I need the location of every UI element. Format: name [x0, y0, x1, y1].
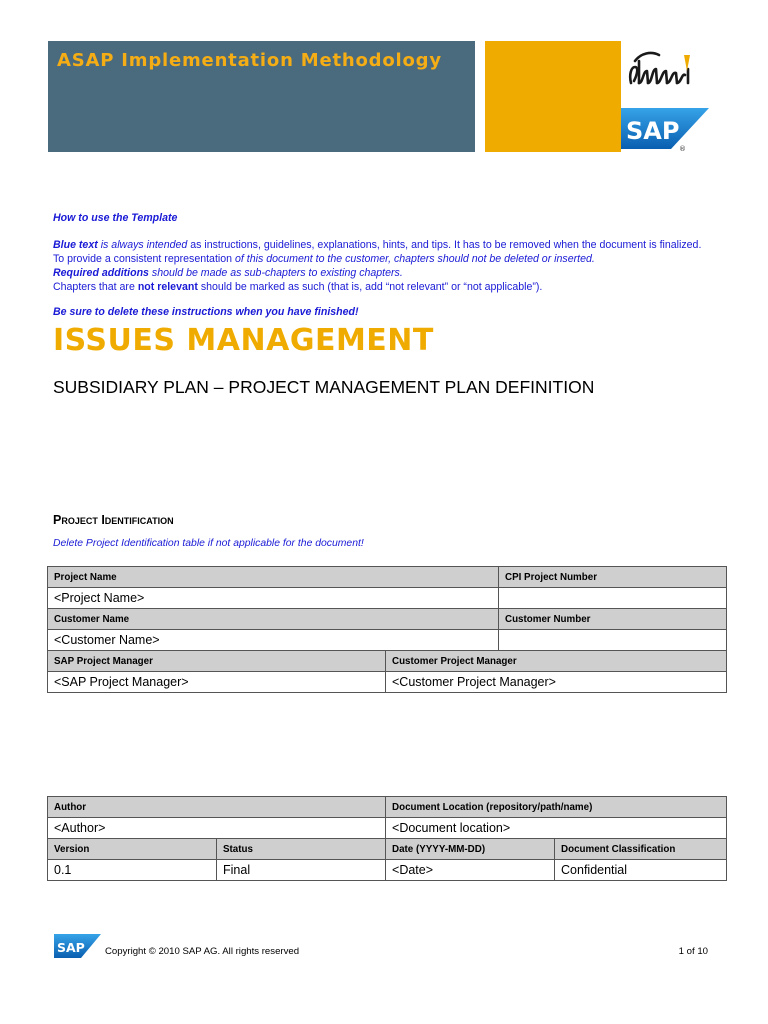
date-value[interactable]: <Date> [386, 860, 555, 881]
svg-text:®: ® [679, 145, 686, 152]
author-label: Author [48, 797, 386, 818]
document-title: ISSUES MANAGEMENT [53, 323, 434, 358]
project-name-label: Project Name [48, 567, 499, 588]
document-info-table [47, 796, 727, 881]
document-location-value[interactable]: <Document location> [386, 818, 727, 839]
date-label: Date (YYYY-MM-DD) [386, 839, 555, 860]
customer-number-value[interactable] [499, 630, 727, 651]
status-label: Status [217, 839, 386, 860]
cpi-project-number-value[interactable] [499, 588, 727, 609]
sap-project-manager-value[interactable]: <SAP Project Manager> [48, 672, 386, 693]
customer-project-manager-label: Customer Project Manager [386, 651, 727, 672]
instr-fragment: should be made as sub-chapters to existing chapters. [151, 267, 403, 279]
cpi-project-number-label: CPI Project Number [499, 567, 727, 588]
signature-logo-icon [621, 41, 710, 101]
project-identification-table [47, 566, 727, 693]
customer-project-manager-value[interactable]: <Customer Project Manager> [386, 672, 727, 693]
instr-fragment: as instructions, guidelines, explanations, hints, and tips. It has to be removed when the document is finalized. To provide a consistent representation [53, 239, 702, 265]
project-identification-note: Delete Project Identification table if not applicable for the document! [53, 538, 364, 549]
document-location-label: Document Location (repository/path/name) [386, 797, 727, 818]
instr-fragment: is always intended [100, 239, 188, 251]
instr-fragment: of this document to the customer, chapters should not be deleted or inserted. [234, 253, 595, 265]
project-name-value[interactable]: <Project Name> [48, 588, 499, 609]
version-value[interactable]: 0.1 [48, 860, 217, 881]
not-relevant-label: not relevant [137, 281, 198, 293]
copyright-text: Copyright © 2010 SAP AG. All rights reserved [105, 946, 300, 957]
author-value[interactable]: <Author> [48, 818, 386, 839]
sap-logo-icon [621, 101, 710, 152]
how-to-heading: How to use the Template [53, 212, 178, 224]
document-classification-label: Document Classification [555, 839, 727, 860]
delete-instructions-note: Be sure to delete these instructions when you have finished! [53, 306, 359, 318]
instr-fragment: should be marked as such (that is, add “not relevant” or “not applicable”). [200, 281, 543, 293]
header-logo-area [621, 41, 710, 152]
header-gold-block [485, 41, 621, 152]
required-additions-label: Required additions [53, 267, 149, 279]
document-classification-value[interactable]: Confidential [555, 860, 727, 881]
svg-text:SAP: SAP [626, 117, 680, 145]
customer-number-label: Customer Number [499, 609, 727, 630]
banner-title: ASAP Implementation Methodology [57, 50, 442, 71]
sap-project-manager-label: SAP Project Manager [48, 651, 386, 672]
version-label: Version [48, 839, 217, 860]
header-banner [48, 41, 475, 152]
customer-name-label: Customer Name [48, 609, 499, 630]
instr-fragment: Chapters that are [53, 281, 135, 293]
customer-name-value[interactable]: <Customer Name> [48, 630, 499, 651]
document-subtitle: SUBSIDIARY PLAN – PROJECT MANAGEMENT PLAN DEFINITION [53, 377, 595, 397]
svg-text:SAP: SAP [57, 940, 85, 955]
status-value[interactable]: Final [217, 860, 386, 881]
instructions-paragraph [53, 238, 713, 294]
footer-sap-logo-icon [54, 932, 102, 960]
page-number: 1 of 10 [678, 946, 708, 957]
blue-text-label: Blue text [53, 239, 98, 251]
project-identification-heading: Project Identification [53, 513, 174, 527]
